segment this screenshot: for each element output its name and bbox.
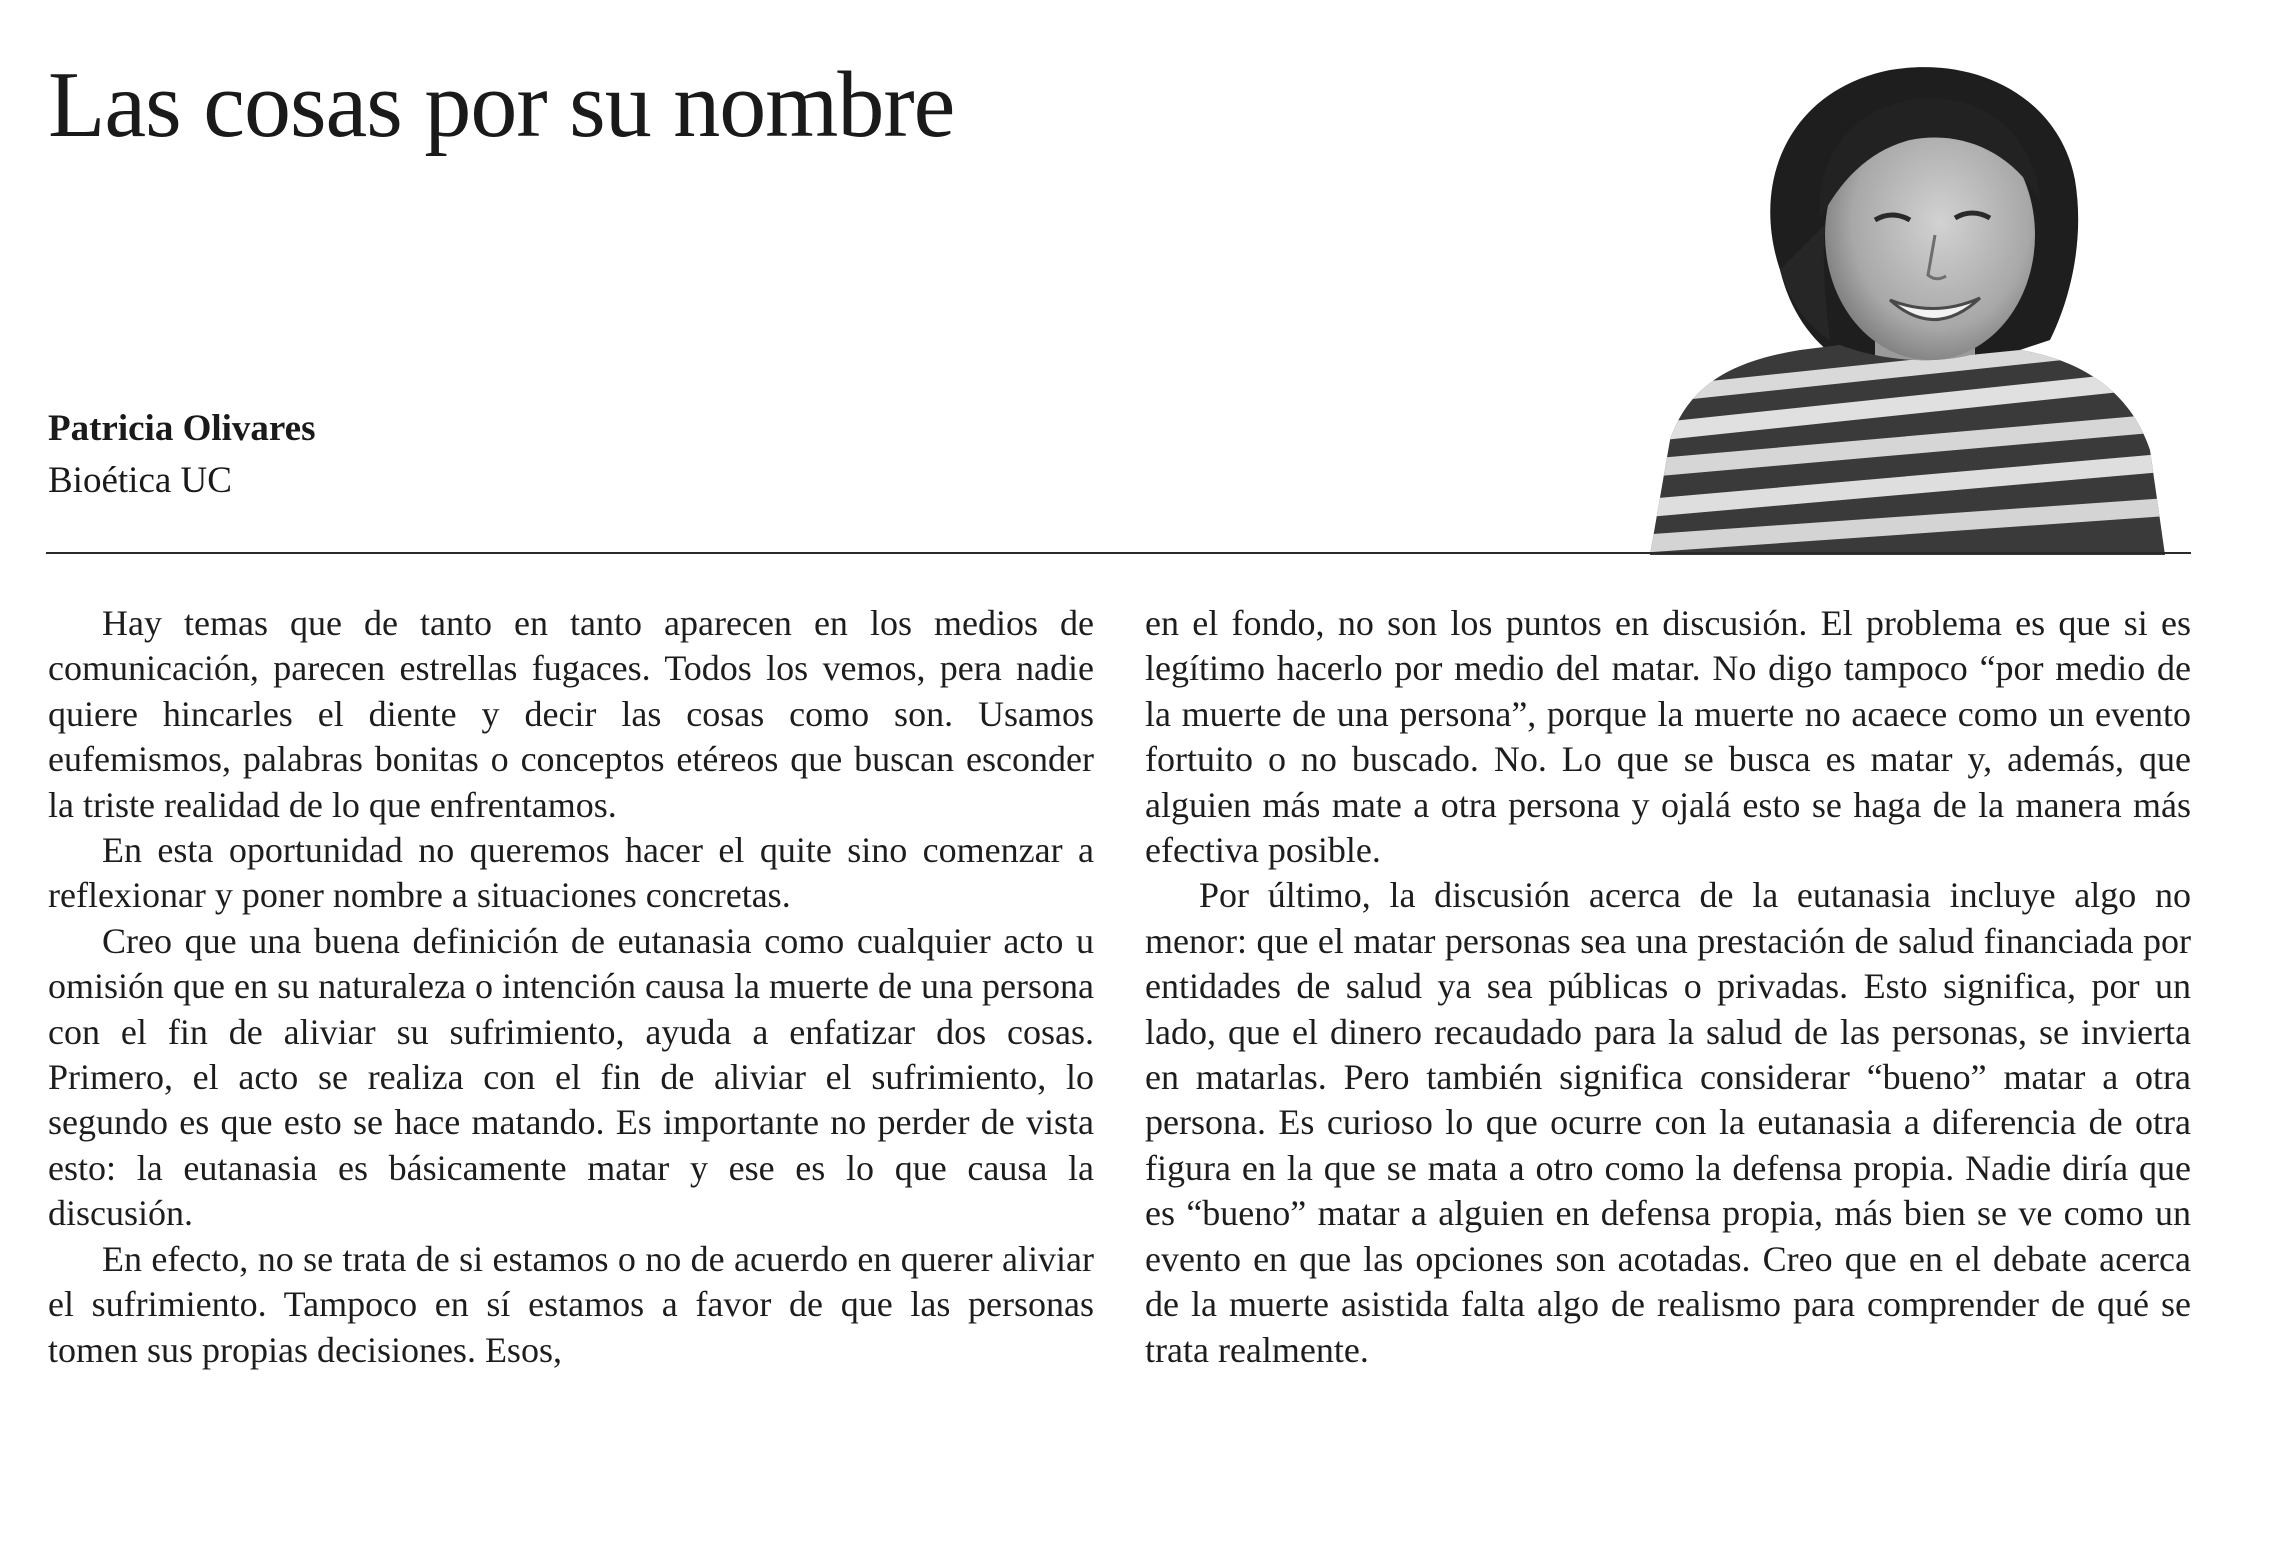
paragraph: Creo que una buena definición de eutanasia como cualquier acto u omisión que en su naturaleza o intención causa la muerte de una persona con el fin de aliviar su sufrimiento, ayuda a enfatizar dos cosas. Primero, el acto se realiza con el fin de aliviar el sufrimiento, lo segundo es que esto se hace matando. Es importante no perder de vista esto: la eutanasia es básicamente matar y ese es lo que causa la discusión. bbox=[48, 920, 1094, 1234]
author-affiliation: Bioética UC bbox=[48, 460, 232, 501]
paragraph: En esta oportunidad no queremos hacer el quite sino comenzar a reflexionar y poner nombre a situaciones concretas. bbox=[48, 830, 1094, 916]
author-photo bbox=[1630, 60, 2190, 555]
paragraph: En efecto, no se trata de si estamos o no de acuerdo en querer aliviar el sufrimiento. Tampoco en sí estamos a favor de que las personas tomen sus propias decisiones. Esos, bbox=[48, 1238, 1094, 1370]
text-column-right bbox=[1145, 601, 2191, 1373]
paragraph: Hay temas que de tanto en tanto aparecen en los medios de comunicación, parecen estrellas fugaces. Todos los vemos, pera nadie quiere hincarles el diente y decir las cosas como son. Usamos eufemismos, palabras bonitas o conceptos etéreos que buscan esconder la triste realidad de lo que enfrentamos. bbox=[48, 603, 1094, 825]
text-column-left bbox=[48, 601, 1094, 1373]
paragraph-continued: en el fondo, no son los puntos en discusión. El problema es que si es legítimo hacerlo por medio del matar. No digo tampoco “por medio de la muerte de una persona”, porque la muerte no acaece como un evento fortuito o no buscado. No. Lo que se busca es matar y, además, que alguien más mate a otra persona y ojalá esto se haga de la manera más efectiva posible. bbox=[1145, 603, 2191, 871]
byline bbox=[48, 403, 316, 507]
paragraph: Por último, la discusión acerca de la eutanasia incluye algo no menor: que el matar personas sea una prestación de salud financiada por entidades de salud ya sea públicas o privadas. Esto significa, por un lado, que el dinero recaudado para la salud de las personas, se invierta en matarlas. Pero también significa considerar “bueno” matar a otra persona. Es curioso lo que ocurre con la eutanasia a diferencia de otra figura en la que se mata a otro como la defensa propia. Nadie diría que es “bueno” matar a alguien en defensa propia, más bien se ve como un evento en que las opciones son acotadas. Creo que en el debate acerca de la muerte asistida falta algo de realismo para comprender de qué se trata realmente. bbox=[1145, 875, 2191, 1370]
headline: Las cosas por su nombre bbox=[48, 53, 955, 157]
author-name: Patricia Olivares bbox=[48, 408, 316, 449]
header-divider bbox=[46, 552, 2191, 554]
